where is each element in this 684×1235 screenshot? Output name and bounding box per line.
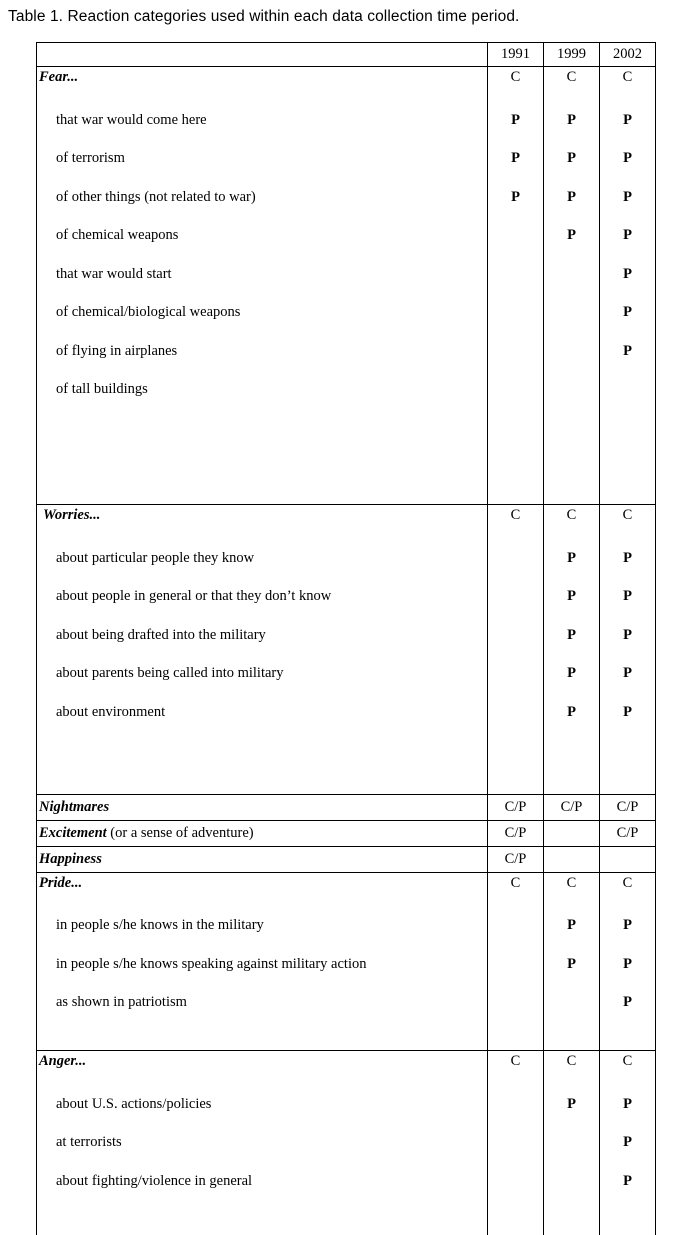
category-label: Excitement: [39, 824, 107, 841]
mark-cell: [488, 901, 544, 940]
item-row: [37, 172, 656, 211]
category-label: Fear...: [39, 69, 79, 85]
mark-cell: C: [544, 67, 600, 96]
mark-cell: [488, 978, 544, 1017]
mark-cell: [488, 572, 544, 611]
mark-cell: C: [544, 1051, 600, 1080]
category-note: (or a sense of adventure): [106, 824, 254, 841]
mark-cell: C: [488, 67, 544, 96]
item-label: that war would come here: [56, 111, 207, 128]
item-label: about people in general or that they don’t know: [56, 588, 332, 604]
category-label: Happiness: [39, 850, 102, 867]
mark-cell: [600, 846, 656, 872]
spacer-row: [37, 1016, 656, 1051]
mark-cell: C/P: [488, 820, 544, 846]
category-label: Anger...: [39, 1053, 87, 1069]
mark-cell: C: [600, 67, 656, 96]
mark-cell: C/P: [600, 794, 656, 820]
item-label: in people s/he knows speaking against military action: [56, 955, 367, 972]
item-row: [37, 1079, 656, 1118]
mark-cell: P: [600, 172, 656, 211]
mark-cell: C: [600, 872, 656, 901]
mark-cell: P: [600, 533, 656, 572]
mark-cell: [544, 820, 600, 846]
mark-cell: [544, 249, 600, 288]
item-label: as shown in patriotism: [56, 994, 187, 1010]
item-row: [37, 134, 656, 173]
mark-cell: [544, 288, 600, 327]
mark-cell: [488, 1118, 544, 1157]
item-label: about parents being called into military: [56, 665, 284, 681]
mark-cell: P: [544, 939, 600, 978]
category-row-fear: [37, 67, 656, 96]
item-row: [37, 572, 656, 611]
item-row: [37, 249, 656, 288]
mark-cell: C: [600, 505, 656, 534]
category-row-anger: [37, 1051, 656, 1080]
mark-cell: P: [544, 533, 600, 572]
table-caption: Table 1. Reaction categories used within each data collection time period.: [8, 8, 520, 25]
mark-cell: [488, 211, 544, 250]
item-row: [37, 1118, 656, 1157]
spacer-row: [37, 403, 656, 505]
mark-cell: P: [600, 901, 656, 940]
mark-cell: P: [600, 649, 656, 688]
mark-cell: C: [488, 872, 544, 901]
mark-cell: C: [600, 1051, 656, 1080]
mark-cell: P: [544, 172, 600, 211]
item-label: in people s/he knows in the military: [56, 917, 264, 933]
item-row: [37, 978, 656, 1017]
mark-cell: [544, 1156, 600, 1195]
mark-cell: P: [544, 134, 600, 173]
item-label: of chemical/biological weapons: [56, 304, 241, 320]
item-row: [37, 326, 656, 365]
mark-cell: P: [600, 95, 656, 134]
year-header: 1999: [544, 43, 600, 67]
mark-cell: [488, 610, 544, 649]
mark-cell: [488, 687, 544, 726]
mark-cell: P: [600, 134, 656, 173]
item-label: of chemical weapons: [56, 227, 179, 243]
mark-cell: P: [600, 572, 656, 611]
mark-cell: C: [544, 505, 600, 534]
category-row-pride: [37, 872, 656, 901]
mark-cell: P: [600, 211, 656, 250]
mark-cell: [544, 365, 600, 404]
item-label: of terrorism: [56, 150, 125, 166]
mark-cell: P: [600, 1156, 656, 1195]
mark-cell: P: [600, 687, 656, 726]
item-row: [37, 288, 656, 327]
mark-cell: P: [544, 1079, 600, 1118]
mark-cell: P: [488, 95, 544, 134]
mark-cell: [488, 365, 544, 404]
mark-cell: [488, 533, 544, 572]
item-row: [37, 649, 656, 688]
category-label: Nightmares: [39, 798, 110, 815]
item-label: about being drafted into the military: [56, 626, 266, 643]
item-label: about U.S. actions/policies: [56, 1095, 212, 1112]
category-row-happiness: [37, 846, 656, 872]
mark-cell: C/P: [488, 846, 544, 872]
item-row: [37, 901, 656, 940]
mark-cell: [544, 978, 600, 1017]
mark-cell: P: [544, 901, 600, 940]
mark-cell: [488, 1156, 544, 1195]
item-row: [37, 533, 656, 572]
item-label: about particular people they know: [56, 549, 255, 566]
mark-cell: P: [600, 249, 656, 288]
category-label: Worries...: [43, 507, 101, 523]
item-row: [37, 365, 656, 404]
mark-cell: P: [488, 134, 544, 173]
mark-cell: [544, 326, 600, 365]
mark-cell: [488, 288, 544, 327]
category-label: Pride...: [39, 874, 83, 891]
mark-cell: [544, 1118, 600, 1157]
mark-cell: [488, 249, 544, 288]
mark-cell: P: [544, 95, 600, 134]
item-row: [37, 939, 656, 978]
mark-cell: C: [488, 1051, 544, 1080]
mark-cell: P: [600, 978, 656, 1017]
mark-cell: P: [544, 211, 600, 250]
spacer-row: [37, 1195, 656, 1235]
mark-cell: P: [544, 649, 600, 688]
item-label: of tall buildings: [56, 381, 148, 397]
category-row-worries: [37, 505, 656, 534]
item-label: at terrorists: [56, 1134, 122, 1150]
item-label: that war would start: [56, 265, 172, 282]
header-row: [37, 43, 656, 67]
year-header: 1991: [488, 43, 544, 67]
mark-cell: P: [600, 939, 656, 978]
item-label: about environment: [56, 703, 166, 720]
header-empty-cell: [37, 43, 488, 67]
item-row: [37, 211, 656, 250]
item-label: about fighting/violence in general: [56, 1172, 253, 1189]
mark-cell: [488, 326, 544, 365]
mark-cell: P: [600, 326, 656, 365]
item-row: [37, 95, 656, 134]
item-row: [37, 687, 656, 726]
item-label: of flying in airplanes: [56, 342, 178, 359]
item-row: [37, 610, 656, 649]
item-row: [37, 1156, 656, 1195]
mark-cell: P: [600, 288, 656, 327]
year-header: 2002: [600, 43, 656, 67]
mark-cell: C: [544, 872, 600, 901]
mark-cell: [544, 846, 600, 872]
mark-cell: P: [600, 610, 656, 649]
mark-cell: P: [600, 1118, 656, 1157]
mark-cell: [600, 365, 656, 404]
mark-cell: P: [544, 687, 600, 726]
mark-cell: C/P: [600, 820, 656, 846]
category-row-nightmares: [37, 794, 656, 820]
item-label: of other things (not related to war): [56, 188, 256, 205]
mark-cell: [488, 939, 544, 978]
category-row-excitement: [37, 820, 656, 846]
mark-cell: P: [544, 572, 600, 611]
mark-cell: [488, 649, 544, 688]
mark-cell: [488, 1079, 544, 1118]
mark-cell: C/P: [488, 794, 544, 820]
spacer-row: [37, 726, 656, 795]
mark-cell: C: [488, 505, 544, 534]
mark-cell: P: [544, 610, 600, 649]
reaction-categories-table: [36, 42, 656, 1235]
mark-cell: P: [488, 172, 544, 211]
mark-cell: C/P: [544, 794, 600, 820]
mark-cell: P: [600, 1079, 656, 1118]
